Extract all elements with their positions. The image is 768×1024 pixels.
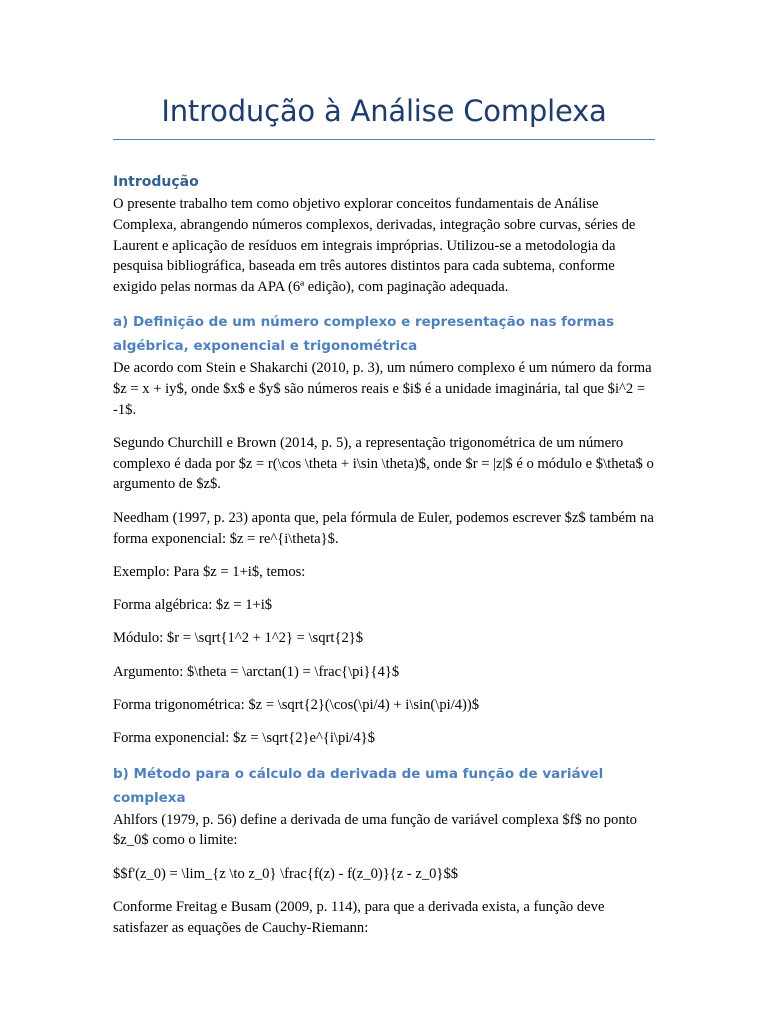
paragraph-a-algebraic-form: Forma algébrica: $z = 1+i$: [113, 597, 273, 614]
paragraph-b-limit-formula: $$f'(z_0) = \lim_{z \to z_0} \frac{f(z) - f(z_0)}{z - z_0}$$: [113, 865, 459, 882]
paragraph-a-modulus: Módulo: $r = \sqrt{1^2 + 1^2} = \sqrt{2}$: [113, 630, 364, 647]
section-b: [113, 762, 655, 939]
title-underline: [113, 139, 655, 140]
paragraph-b-definition: Ahlfors (1979, p. 56) define a derivada de uma função de variável complexa $f$ no ponto $z_0$ como o limite:: [113, 811, 637, 849]
paragraph-b-cauchy-riemann: Conforme Freitag e Busam (2009, p. 114), para que a derivada exista, a função deve satisfazer as equações de Cauchy-Riemann:: [113, 899, 605, 936]
paragraph-a-exp-form: Forma exponencial: $z = \sqrt{2}e^{i\pi/4}$: [113, 730, 375, 747]
section-introducao: [113, 170, 655, 298]
paragraph-a-exponential: Needham (1997, p. 23) aponta que, pela fórmula de Euler, podemos escrever $z$ também na forma exponencial: $z = re^{i\theta}$.: [113, 509, 654, 547]
paragraph-a-trig-form: Forma trigonométrica: $z = \sqrt{2}(\cos(\pi/4) + i\sin(\pi/4))$: [113, 697, 480, 714]
section-a: [113, 310, 655, 749]
paragraph-a-argument: Argumento: $\theta = \arctan(1) = \frac{\pi}{4}$: [113, 663, 400, 680]
document-body: [113, 170, 655, 951]
section-heading-introducao: Introdução: [113, 174, 199, 190]
paragraph-a-definition: De acordo com Stein e Shakarchi (2010, p. 3), um número complexo é um número da forma $z = x + iy$, onde $x$ e $y$ são números reais e $i$ é a unidade imaginária, tal que $i^2 = -1$.: [113, 359, 652, 418]
paragraph-introducao: O presente trabalho tem como objetivo explorar conceitos fundamentais de Análise Complexa, abrangendo números complexos, derivadas, integração sobre curvas, séries de Laurent e aplicação de resíduos em integrais impróprias. Utilizou-se a metodologia da pesquisa bibliográfica, baseada em três autores distintos para cada subtema, conforme exigido pelas normas da APA (6ª edição), com paginação adequada.: [113, 196, 636, 296]
paragraph-a-example: Exemplo: Para $z = 1+i$, temos:: [113, 563, 306, 580]
section-heading-b: b) Método para o cálculo da derivada de uma função de variável complexa: [113, 765, 604, 806]
section-heading-a: a) Definição de um número complexo e representação nas formas algébrica, exponencial e trigonométrica: [113, 313, 615, 354]
paragraph-a-trigonometric: Segundo Churchill e Brown (2014, p. 5), a representação trigonométrica de um número complexo é dada por $z = r(\cos \theta + i\sin \theta)$, onde $r = |z|$ é o módulo e $\theta$ o argumento de $z$.: [113, 434, 654, 493]
document-title: Introdução à Análise Complexa: [161, 94, 607, 128]
